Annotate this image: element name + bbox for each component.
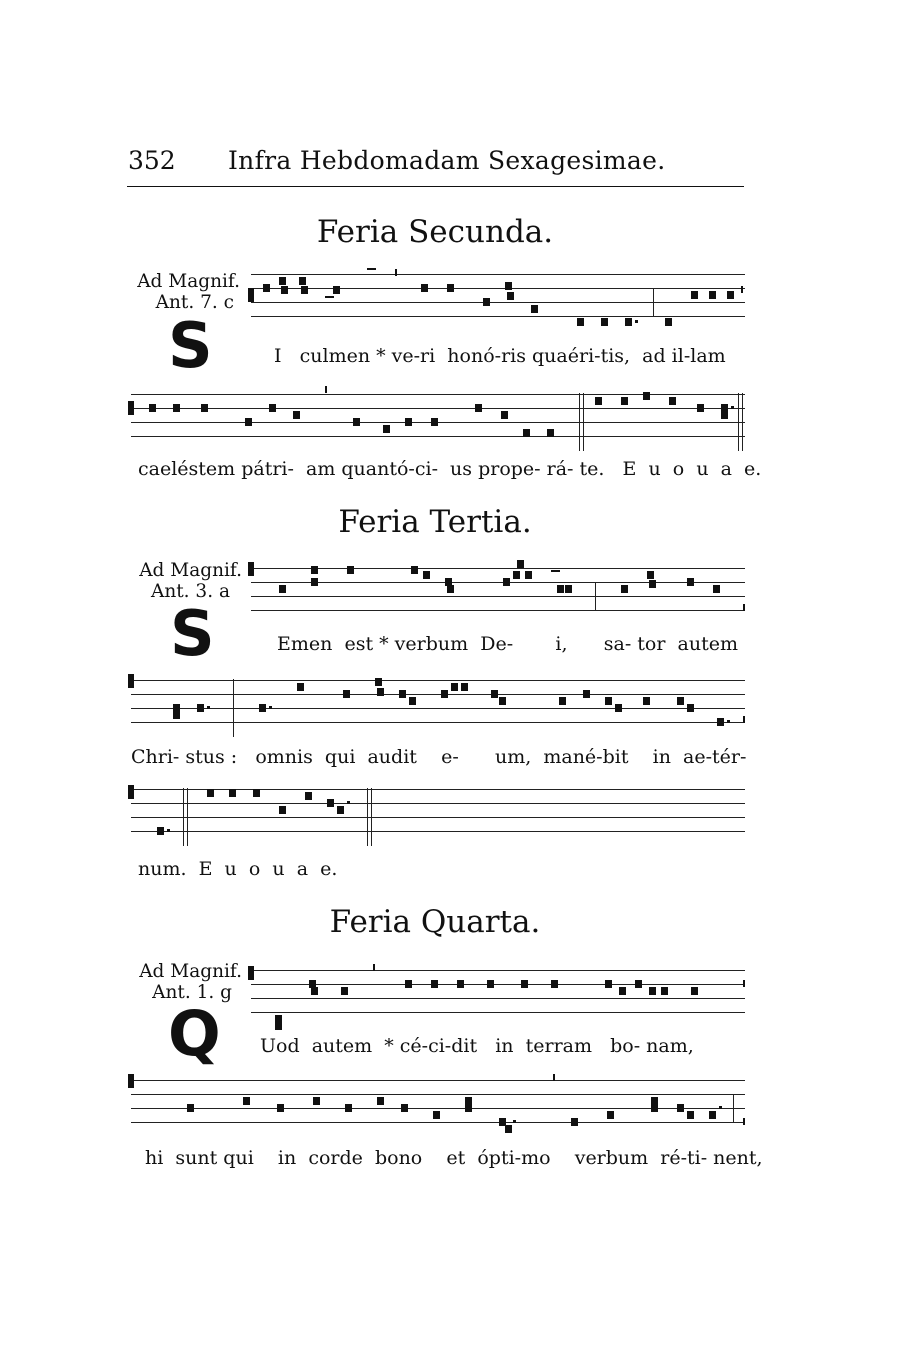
- neume-icon: [243, 1097, 250, 1105]
- neume-icon: [665, 318, 672, 326]
- neume-icon: [513, 1120, 516, 1123]
- mode-label-line2: Ant. 1. g: [152, 982, 232, 1003]
- lyric-line: Chri- stus : omnis qui audit e- um, mané-bit in ae-tér-: [131, 746, 747, 768]
- chant-staff: [131, 394, 745, 450]
- neume-icon: [405, 980, 412, 988]
- neume-icon: [421, 284, 428, 292]
- neume-icon: [377, 688, 384, 696]
- neume-icon: [649, 580, 656, 588]
- neume-icon: [697, 404, 704, 412]
- neume-icon: [245, 418, 252, 426]
- neume-icon: [375, 678, 382, 686]
- neume-icon: [615, 704, 622, 712]
- neume-icon: [727, 720, 730, 723]
- neume-icon: [731, 406, 734, 409]
- neume-icon: [275, 1022, 282, 1030]
- neume-icon: [691, 291, 698, 299]
- neume-icon: [713, 585, 720, 593]
- chant-staff: [251, 274, 745, 330]
- mode-label-line1: Ad Magnif.: [139, 560, 242, 581]
- neume-icon: [551, 570, 560, 572]
- neume-icon: [325, 386, 327, 393]
- initial-letter: S: [170, 597, 215, 670]
- neume-icon: [353, 418, 360, 426]
- neume-icon: [577, 318, 584, 326]
- neume-icon: [299, 277, 306, 285]
- neume-icon: [333, 286, 340, 294]
- bar-line: [733, 1094, 734, 1122]
- neume-icon: [447, 585, 454, 593]
- neume-icon: [635, 980, 642, 988]
- neume-icon: [635, 320, 638, 323]
- chant-staff: [131, 789, 745, 845]
- neume-icon: [605, 980, 612, 988]
- neume-icon: [621, 585, 628, 593]
- neume-icon: [341, 987, 348, 995]
- section-title-feria-secunda: Feria Secunda.: [316, 214, 554, 250]
- mode-label-line2: Ant. 3. a: [150, 581, 230, 602]
- neume-icon: [499, 697, 506, 705]
- neume-icon: [395, 269, 397, 276]
- neume-icon: [643, 392, 650, 400]
- lyric-line: num. E u o u a e.: [138, 858, 338, 880]
- neume-icon: [651, 1104, 658, 1112]
- neume-icon: [619, 987, 626, 995]
- neume-icon: [465, 1097, 472, 1105]
- neume-icon: [677, 697, 684, 705]
- neume-icon: [451, 683, 458, 691]
- neume-icon: [553, 1074, 555, 1081]
- neume-icon: [727, 291, 734, 299]
- neume-icon: [187, 1104, 194, 1112]
- lyric-line: hi sunt qui in corde bono et ópti-mo verbum ré-ti- nent,: [145, 1147, 763, 1169]
- neume-icon: [559, 697, 566, 705]
- neume-icon: [149, 404, 156, 412]
- chant-staff: [251, 970, 745, 1026]
- neume-icon: [269, 706, 272, 709]
- mode-label-line1: Ad Magnif.: [137, 271, 240, 292]
- neume-icon: [325, 296, 334, 298]
- neume-icon: [253, 789, 260, 797]
- neume-icon: [277, 1104, 284, 1112]
- chant-staff: [131, 680, 745, 736]
- do-clef-icon: [128, 1074, 134, 1088]
- neume-icon: [571, 1118, 578, 1126]
- neume-icon: [347, 801, 350, 804]
- chant-staff: [251, 568, 745, 624]
- neume-icon: [313, 1097, 320, 1105]
- neume-icon: [483, 298, 490, 306]
- neume-icon: [305, 792, 312, 800]
- neume-icon: [405, 418, 412, 426]
- bar-line: [233, 679, 234, 737]
- neume-icon: [717, 718, 724, 726]
- neume-icon: [505, 282, 512, 290]
- neume-icon: [643, 697, 650, 705]
- neume-icon: [551, 980, 558, 988]
- neume-icon: [373, 964, 375, 971]
- bar-line: [367, 788, 368, 846]
- neume-icon: [301, 286, 308, 294]
- neume-icon: [457, 980, 464, 988]
- neume-icon: [167, 829, 170, 832]
- mode-label-line2: Ant. 7. c: [155, 292, 234, 313]
- neume-icon: [281, 286, 288, 294]
- neume-icon: [383, 425, 390, 433]
- neume-icon: [207, 789, 214, 797]
- neume-icon: [269, 404, 276, 412]
- neume-icon: [743, 1118, 745, 1125]
- neume-icon: [229, 789, 236, 797]
- neume-icon: [347, 566, 354, 574]
- chant-staff: [131, 1080, 745, 1136]
- lyric-line: I culmen * ve-ri honó-ris quaéri-tis, ad il-lam: [274, 345, 726, 367]
- neume-icon: [263, 284, 270, 292]
- bar-line: [653, 288, 654, 316]
- neume-icon: [647, 571, 654, 579]
- running-head: Infra Hebdomadam Sexagesimae.: [228, 146, 666, 175]
- neume-icon: [517, 560, 524, 568]
- page-number: 352: [128, 146, 176, 175]
- bar-line: [583, 393, 584, 451]
- neume-icon: [345, 1104, 352, 1112]
- neume-icon: [431, 418, 438, 426]
- mode-label-line1: Ad Magnif.: [139, 961, 242, 982]
- neume-icon: [523, 429, 530, 437]
- bar-line: [738, 393, 739, 451]
- do-clef-icon: [128, 674, 134, 688]
- neume-icon: [687, 578, 694, 586]
- neume-icon: [501, 411, 508, 419]
- neume-icon: [327, 799, 334, 807]
- neume-icon: [311, 578, 318, 586]
- neume-icon: [547, 429, 554, 437]
- neume-icon: [709, 291, 716, 299]
- initial-letter: S: [168, 309, 213, 382]
- neume-icon: [377, 1097, 384, 1105]
- neume-icon: [207, 706, 210, 709]
- neume-icon: [433, 1111, 440, 1119]
- neume-icon: [605, 697, 612, 705]
- lyric-line: Uod autem * cé-ci-dit in terram bo- nam,: [260, 1035, 694, 1057]
- neume-icon: [565, 585, 572, 593]
- neume-icon: [337, 806, 344, 814]
- neume-icon: [311, 987, 318, 995]
- neume-icon: [507, 292, 514, 300]
- neume-icon: [297, 683, 304, 691]
- do-clef-icon: [128, 401, 134, 415]
- neume-icon: [423, 571, 430, 579]
- neume-icon: [687, 704, 694, 712]
- neume-icon: [367, 268, 376, 270]
- section-title-feria-quarta: Feria Quarta.: [329, 904, 541, 940]
- neume-icon: [157, 827, 164, 835]
- bar-line: [742, 393, 743, 451]
- neume-icon: [279, 585, 286, 593]
- neume-icon: [513, 571, 520, 579]
- neume-icon: [475, 404, 482, 412]
- neume-icon: [743, 716, 745, 723]
- neume-icon: [447, 284, 454, 292]
- neume-icon: [687, 1111, 694, 1119]
- neume-icon: [461, 683, 468, 691]
- neume-icon: [173, 711, 180, 719]
- neume-icon: [607, 1111, 614, 1119]
- neume-icon: [409, 697, 416, 705]
- do-clef-icon: [248, 966, 254, 980]
- neume-icon: [583, 690, 590, 698]
- neume-icon: [743, 604, 745, 611]
- lyric-line: caeléstem pátri- am quantó-ci- us prope- rá- te. E u o u a e.: [138, 458, 762, 480]
- neume-icon: [503, 578, 510, 586]
- neume-icon: [431, 980, 438, 988]
- neume-icon: [311, 566, 318, 574]
- neume-icon: [721, 411, 728, 419]
- neume-icon: [279, 277, 286, 285]
- bar-line: [187, 788, 188, 846]
- do-clef-icon: [128, 785, 134, 799]
- neume-icon: [259, 704, 266, 712]
- neume-icon: [487, 980, 494, 988]
- neume-icon: [201, 404, 208, 412]
- neume-icon: [343, 690, 350, 698]
- neume-icon: [525, 571, 532, 579]
- neume-icon: [649, 987, 656, 995]
- neume-icon: [465, 1104, 472, 1112]
- do-clef-icon: [248, 562, 254, 576]
- lyric-line: Emen est * verbum De- i, sa- tor autem: [277, 633, 738, 655]
- neume-icon: [719, 1106, 722, 1109]
- do-clef-icon: [248, 288, 254, 302]
- neume-icon: [661, 987, 668, 995]
- neume-icon: [491, 690, 498, 698]
- bar-line: [579, 393, 580, 451]
- neume-icon: [173, 404, 180, 412]
- neume-icon: [279, 806, 286, 814]
- neume-icon: [557, 585, 564, 593]
- neume-icon: [401, 1104, 408, 1112]
- neume-icon: [743, 980, 745, 987]
- neume-icon: [197, 704, 204, 712]
- neume-icon: [669, 397, 676, 405]
- bar-line: [595, 582, 596, 610]
- neume-icon: [505, 1125, 512, 1133]
- neume-icon: [621, 397, 628, 405]
- neume-icon: [677, 1104, 684, 1112]
- bar-line: [183, 788, 184, 846]
- neume-icon: [531, 305, 538, 313]
- neume-icon: [625, 318, 632, 326]
- neume-icon: [293, 411, 300, 419]
- neume-icon: [601, 318, 608, 326]
- neume-icon: [741, 286, 743, 293]
- section-title-feria-tertia: Feria Tertia.: [338, 504, 532, 540]
- neume-icon: [521, 980, 528, 988]
- neume-icon: [399, 690, 406, 698]
- header-rule: [127, 186, 744, 187]
- neume-icon: [441, 690, 448, 698]
- neume-icon: [595, 397, 602, 405]
- initial-letter: Q: [168, 997, 221, 1070]
- neume-icon: [691, 987, 698, 995]
- neume-icon: [709, 1111, 716, 1119]
- bar-line: [371, 788, 372, 846]
- neume-icon: [411, 566, 418, 574]
